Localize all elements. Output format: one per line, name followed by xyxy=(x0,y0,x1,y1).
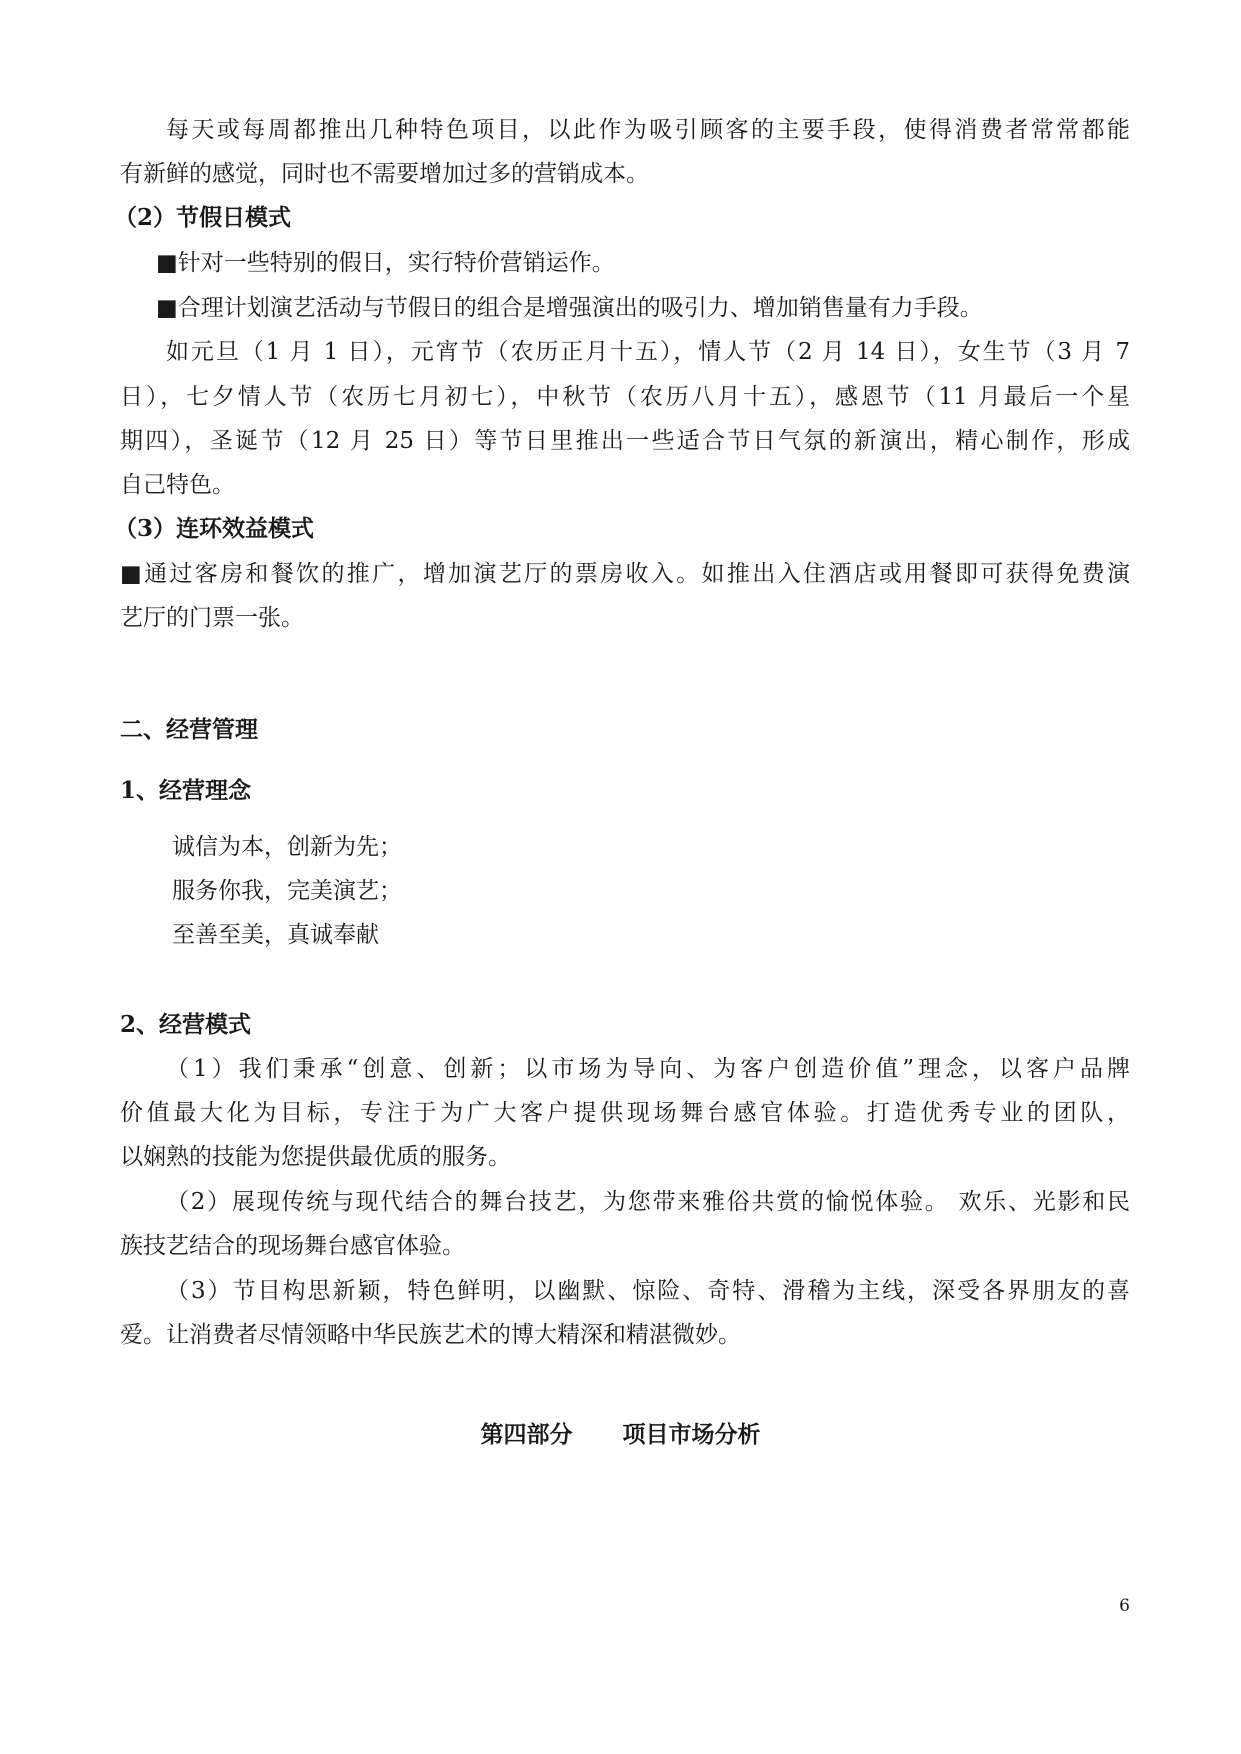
page-number: 6 xyxy=(1119,1596,1130,1616)
paragraph-line: 日），七夕情人节（农历七月初七），中秋节（农历八月十五），感恩节（11 月最后一个星 xyxy=(120,384,1130,410)
paragraph-line: （2）展现传统与现代结合的舞台技艺，为您带来雅俗共赏的愉悦体验。 欢乐、光影和民 xyxy=(166,1189,1130,1215)
part-heading-title: 项目市场分析 xyxy=(622,1421,761,1448)
subheading-operation-philosophy: 1、经营理念 xyxy=(120,777,252,804)
paragraph-line: （3）节目构思新颖，特色鲜明，以幽默、惊险、奇特、滑稽为主线，深受各界朋友的喜 xyxy=(166,1278,1130,1304)
bullet-item: ■合理计划演艺活动与节假日的组合是增强演出的吸引力、增加销售量有力手段。 xyxy=(156,295,983,321)
subheading-chain-benefit-mode: （3）连环效益模式 xyxy=(114,515,315,542)
paragraph-line: 期四），圣诞节（12 月 25 日）等节日里推出一些适合节日气氛的新演出，精心制作，形成 xyxy=(120,428,1130,454)
part-heading xyxy=(0,1418,1241,1452)
paragraph-line: 艺厅的门票一张。 xyxy=(120,605,304,631)
bullet-item: ■通过客房和餐饮的推广，增加演艺厅的票房收入。如推出入住酒店或用餐即可获得免费演 xyxy=(120,561,1130,587)
paragraph-line: （1）我们秉承“创意、创新；以市场为导向、为客户创造价值”理念，以客户品牌 xyxy=(166,1056,1130,1082)
philosophy-item: 诚信为本，创新为先； xyxy=(172,834,402,860)
paragraph-line: 每天或每周都推出几种特色项目，以此作为吸引顾客的主要手段，使得消费者常常都能 xyxy=(166,117,1130,143)
paragraph-line: 以娴熟的技能为您提供最优质的服务。 xyxy=(120,1144,511,1170)
bullet-item: ■针对一些特别的假日，实行特价营销运作。 xyxy=(156,250,615,276)
philosophy-item: 服务你我，完美演艺； xyxy=(172,878,402,904)
philosophy-item: 至善至美，真诚奉献 xyxy=(172,922,379,948)
paragraph-line: 价值最大化为目标，专注于为广大客户提供现场舞台感官体验。打造优秀专业的团队， xyxy=(120,1100,1130,1126)
paragraph-line: 如元旦（1 月 1 日），元宵节（农历正月十五），情人节（2 月 14 日），女生节（3 月 7 xyxy=(166,339,1130,365)
paragraph-line: 有新鲜的感觉，同时也不需要增加过多的营销成本。 xyxy=(120,161,649,187)
paragraph-line: 自己特色。 xyxy=(120,472,235,498)
subheading-operation-mode: 2、经营模式 xyxy=(120,1011,252,1038)
paragraph-line: 族技艺结合的现场舞台感官体验。 xyxy=(120,1233,465,1259)
subheading-holiday-mode: （2）节假日模式 xyxy=(114,204,292,231)
paragraph-line: 爱。让消费者尽情领略中华民族艺术的博大精深和精湛微妙。 xyxy=(120,1322,741,1348)
part-heading-number: 第四部分 xyxy=(480,1421,573,1448)
section-heading-operation-management: 二、经营管理 xyxy=(120,716,258,743)
